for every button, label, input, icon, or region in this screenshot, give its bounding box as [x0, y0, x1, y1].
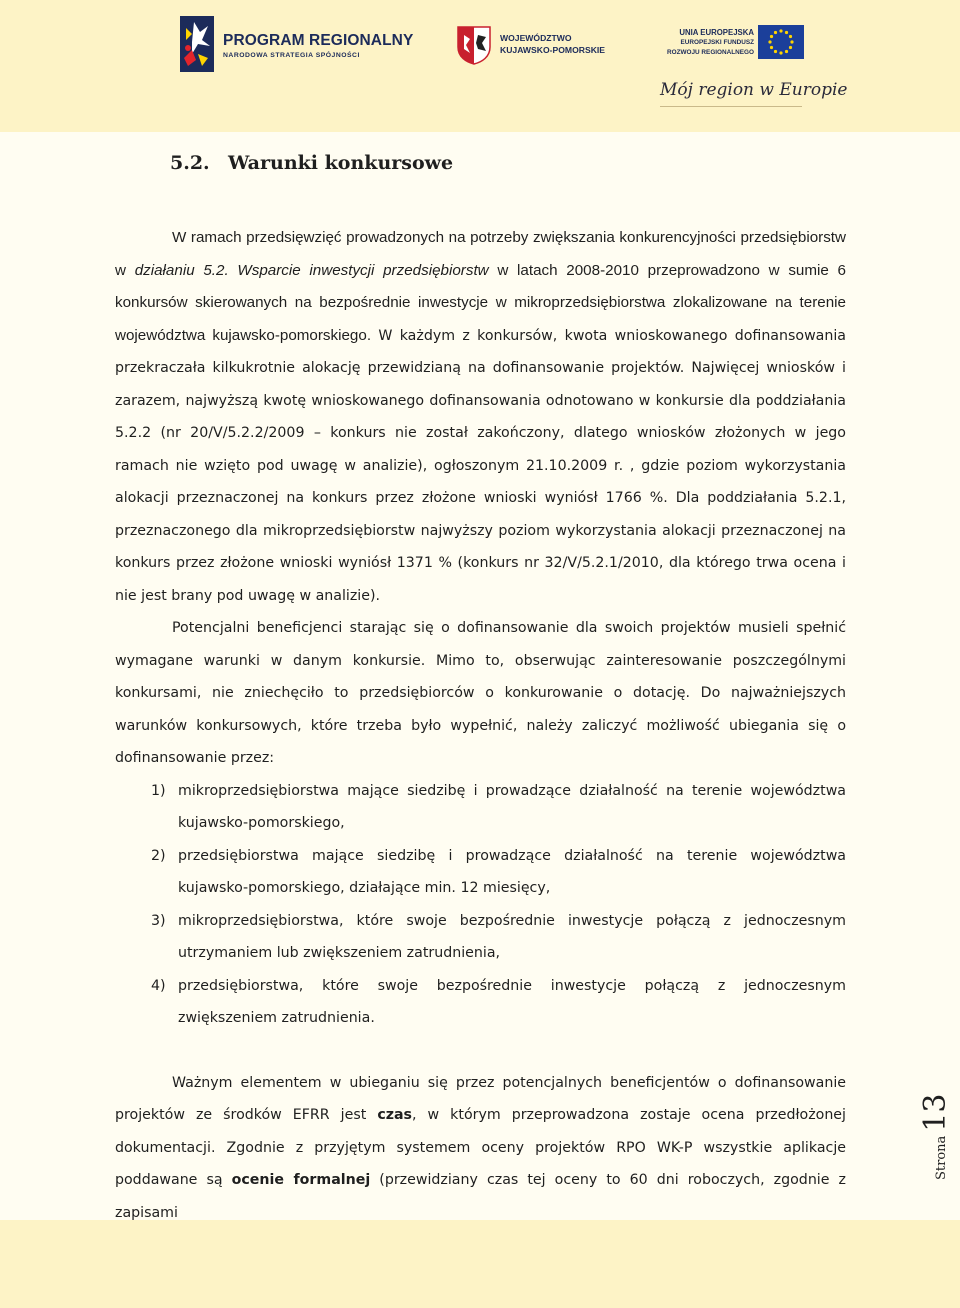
list-item	[115, 970, 846, 1035]
page-footer	[0, 1220, 960, 1308]
eu-flag-icon	[758, 25, 804, 59]
motto-underline	[660, 106, 802, 107]
page-label: Strona	[934, 1135, 949, 1180]
list-item-number: 1)	[151, 782, 166, 799]
page-number-value: 13	[918, 1093, 953, 1132]
list-item-text: mikroprzedsiębiorstwa mające siedzibę i prowadzące działalność na terenie województwa kujawsko-pomorskiego,	[178, 782, 846, 831]
list-item-text: przedsiębiorstwa mające siedzibę i prowadzące działalność na terenie województwa kujawsko-pomorskiego, działające min. 12 miesięcy,	[178, 847, 846, 896]
spacer	[115, 1035, 846, 1067]
paragraph-3	[115, 1067, 846, 1230]
program-regionalny-logo	[178, 14, 414, 74]
list-item	[115, 775, 846, 840]
section-title	[170, 152, 453, 174]
page-number	[918, 1094, 953, 1180]
eu-line1: UNIA EUROPEJSKA	[679, 28, 754, 37]
list-item-number: 4)	[151, 977, 166, 994]
region-line2: KUJAWSKO-POMORSKIE	[500, 45, 606, 55]
requirements-list	[115, 775, 846, 1035]
paragraph-3-bold-czas: czas	[377, 1107, 412, 1123]
kujawsko-pomorskie-logo	[456, 25, 621, 65]
paragraph-1-part-b: działaniu 5.2. Wsparcie inwestycji przedsiębiorstw	[134, 261, 489, 279]
program-subtitle: NARODOWA STRATEGIA SPÓJNOŚCI	[223, 52, 360, 59]
motto: Mój region w Europie	[660, 80, 848, 100]
list-item-text: przedsiębiorstwa, które swoje bezpośrednie inwestycje połączą z jednoczesnym zwiększeniem zatrudnienia.	[178, 977, 846, 1026]
paragraph-3-part-a: Ważnym elementem w ubieganiu się przez potencjalnych beneficjentów o dofinansowanie projektów ze środków EFRR jest	[115, 1074, 846, 1123]
eu-text	[667, 28, 754, 58]
page-header	[0, 0, 960, 132]
region-crest-icon	[456, 25, 492, 65]
region-line1: WOJEWÓDZTWO	[500, 33, 572, 43]
paragraph-1-lead	[115, 229, 846, 344]
eu-line2: EUROPEJSKI FUNDUSZ	[680, 39, 754, 46]
paragraph-2: Potencjalni beneficjenci starając się o dofinansowanie dla swoich projektów musieli spełnić wymagane warunki w danym konkursie. Mimo to, obserwując zainteresowanie poszczególnymi konkursami, nie zniechęciło to przedsiębiorców o konkurowanie o dotację. Do najważniejszych warunków konkursowych, które trzeba było wypełnić, należy zaliczyć możliwość ubiegania się o dofinansowanie przez:	[115, 620, 846, 766]
paragraph-1-part-c: w latach 2008-2010 przeprowadzono w sumie 6 konkursów skierowanych na bezpośrednie inwestycje w mikroprzedsiębiorstwa zlokalizowane na terenie województwa kujawsko-pomorskiego.	[115, 261, 847, 344]
paragraph-1-part-a: W ramach przedsięwzięć prowadzonych na potrzeby zwiększania konkurencyjności przedsiębiorstw w	[115, 229, 846, 279]
section-number: 5.2.	[170, 152, 210, 174]
paragraph-1	[115, 222, 846, 612]
list-item-number: 3)	[151, 912, 166, 929]
list-item-text: mikroprzedsiębiorstwa, które swoje bezpośrednie inwestycje połączą z jednoczesnym utrzymaniem lub zwiększeniem zatrudnienia,	[178, 912, 846, 961]
paragraph-3-part-c: , w którym przeprowadzona zostaje ocena przedłożonej dokumentacji. Zgodnie z przyjętym systemem oceny projektów RPO WK-P wszystkie aplikacje poddawane są	[115, 1107, 846, 1188]
eu-line3: ROZWOJU REGIONALNEGO	[667, 49, 754, 56]
list-item	[115, 905, 846, 970]
program-title: PROGRAM REGIONALNY	[223, 32, 414, 49]
eu-logo	[654, 25, 804, 65]
paragraph-1-part-d: W każdym z konkursów, kwota wnioskowanego dofinansowania przekraczała kilkukrotnie alokację przewidzianą na dofinansowanie projektów. Najwięcej wniosków i zarazem, najwyższą kwotę wnioskowanego dofinansowania odnotowano w konkursie dla poddziałania 5.2.2 (nr 20/V/5.2.2/2009 – konkurs nie został zakończony, dlatego wniosków złożonych w jego ramach nie wzięto pod uwagę w analizie), ogłoszonym 21.10.2009 r. , gdzie poziom wykorzystania alokacji przeznaczonej na konkurs przez złożone wnioski wyniósł 1766 %. Dla poddziałania 5.2.1, przeznaczonego dla mikroprzedsiębiorstw najwyższy poziom wykorzystania alokacji przeznaczonej na konkurs przez złożone wnioski wyniósł 1371 % (konkurs nr 32/V/5.2.1/2010, dla którego trwa ocena i nie jest brany pod uwagę w analizie).	[115, 327, 846, 604]
list-item	[115, 840, 846, 905]
section-title-text: Warunki konkursowe	[228, 152, 454, 174]
program-regionalny-mark-icon	[178, 14, 218, 74]
list-item-number: 2)	[151, 847, 166, 864]
paragraph-3-bold-ocena: ocenie formalnej	[231, 1172, 371, 1188]
paragraph-3-part-e: (przewidziany czas tej oceny to 60 dni roboczych, zgodnie z zapisami	[115, 1172, 846, 1221]
document-body	[115, 222, 846, 1229]
